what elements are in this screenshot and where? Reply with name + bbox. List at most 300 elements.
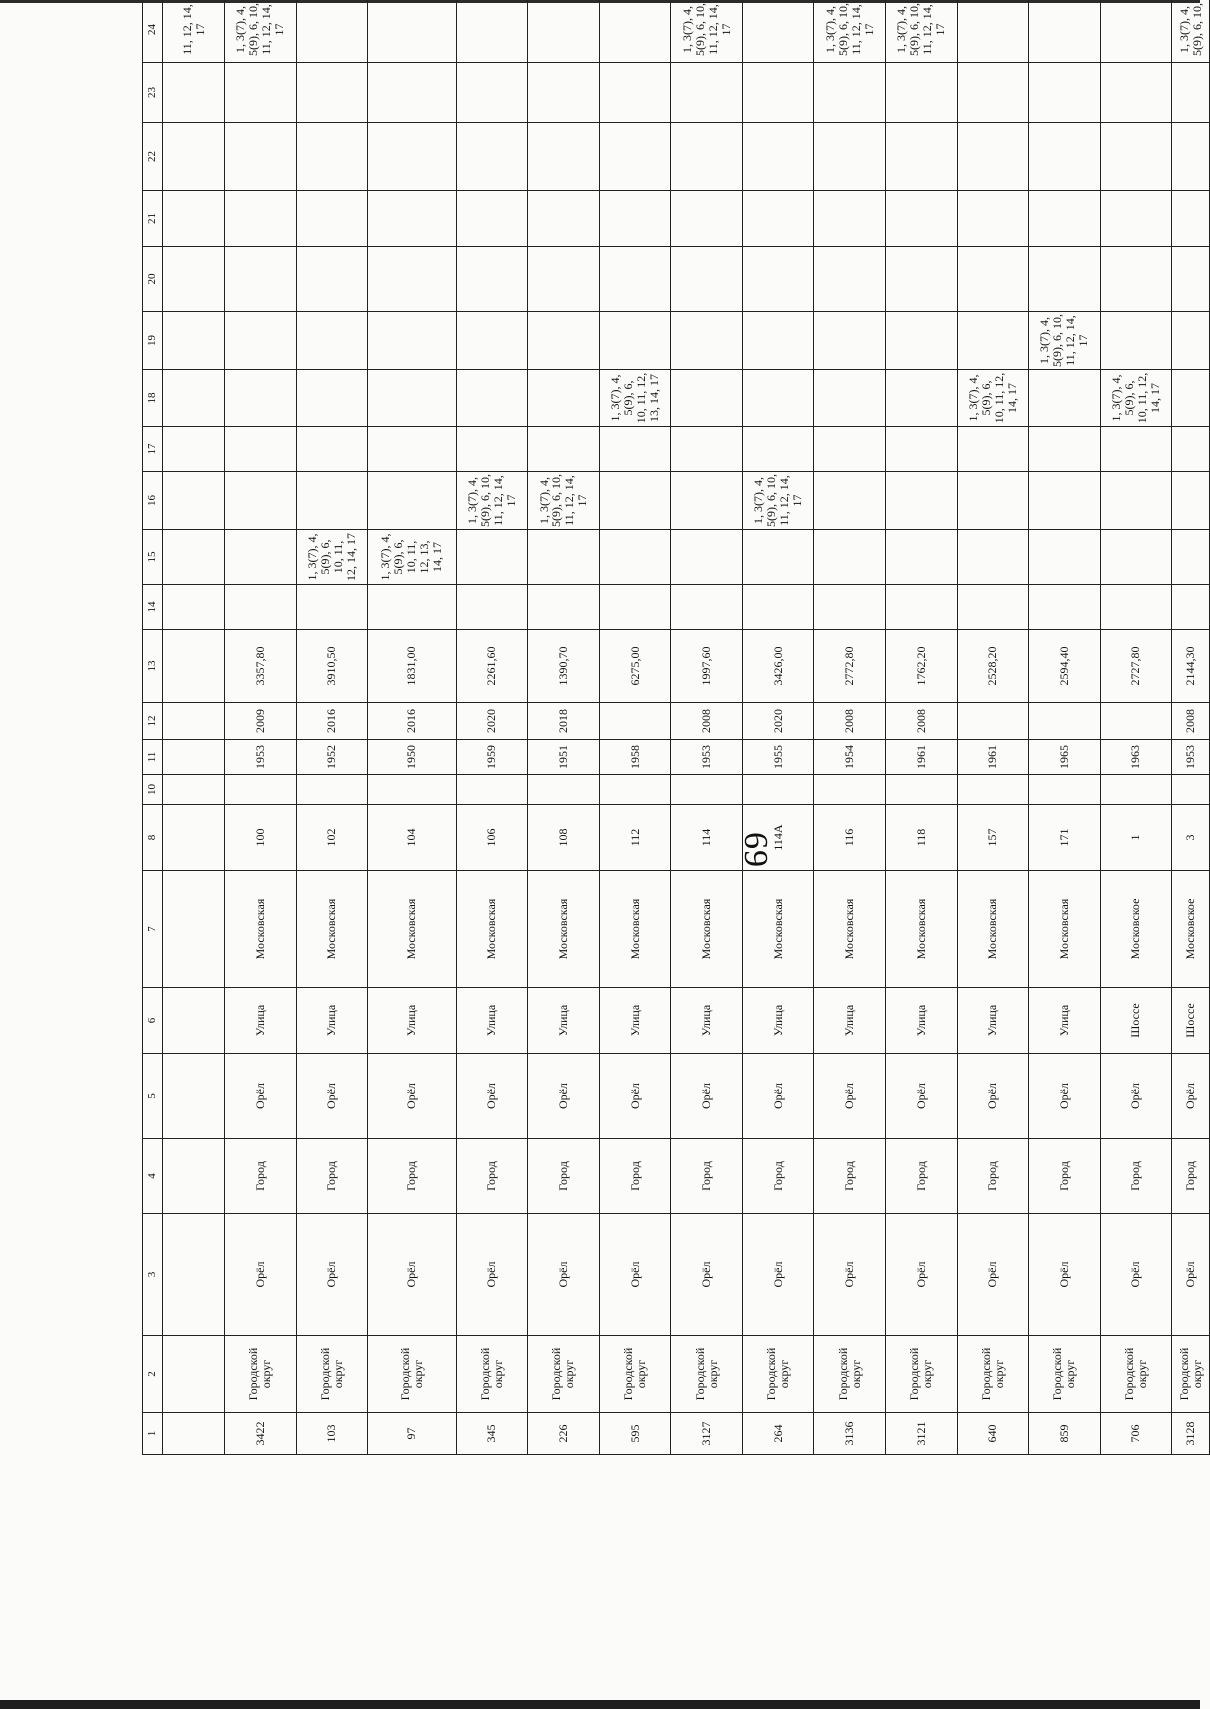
table-cell-c2: Городской округ xyxy=(957,1336,1029,1413)
continuation-cell-c18 xyxy=(163,370,225,427)
continuation-cell-c21 xyxy=(163,191,225,247)
table-cell-c17 xyxy=(1029,427,1101,472)
table-cell-c8: 1 xyxy=(1100,805,1172,871)
table-cell-c18 xyxy=(885,370,957,427)
table-cell-c4: Город xyxy=(1029,1139,1101,1214)
table-cell-c14 xyxy=(671,585,743,630)
column-header-17: 17 xyxy=(143,427,163,472)
table-cell-c7: Московская xyxy=(528,871,600,988)
table-cell-c16 xyxy=(368,472,456,530)
table-cell-c5: Орёл xyxy=(1172,1054,1210,1139)
table-cell-c3: Орёл xyxy=(671,1214,743,1336)
table-cell-c14 xyxy=(1172,585,1210,630)
table-cell-c23 xyxy=(814,63,886,123)
table-cell-c20 xyxy=(1172,247,1210,312)
table-cell-c24 xyxy=(957,0,1029,63)
continuation-cell-c17 xyxy=(163,427,225,472)
table-cell-c18 xyxy=(225,370,297,427)
table-cell-c2: Городской округ xyxy=(814,1336,886,1413)
table-cell-c18 xyxy=(528,370,600,427)
table-cell-c15 xyxy=(225,530,297,585)
table-cell-c22 xyxy=(742,123,814,191)
table-cell-c6: Улица xyxy=(957,988,1029,1054)
continuation-cell-c13 xyxy=(163,630,225,703)
table-cell-c1: 706 xyxy=(1100,1413,1172,1455)
table-cell-c12: 2008 xyxy=(671,703,743,740)
table-cell-c13: 2261,60 xyxy=(456,630,528,703)
table-cell-c15 xyxy=(528,530,600,585)
table-cell-c20 xyxy=(528,247,600,312)
table-cell-c6: Шоссе xyxy=(1100,988,1172,1054)
table-cell-c3: Орёл xyxy=(742,1214,814,1336)
table-cell-c23 xyxy=(1029,63,1101,123)
table-cell-c13: 1997,60 xyxy=(671,630,743,703)
table-cell-c11: 1958 xyxy=(599,740,671,775)
table-cell-c21 xyxy=(599,191,671,247)
table-cell-c15 xyxy=(456,530,528,585)
continuation-cell-c7 xyxy=(163,871,225,988)
table-cell-c4: Город xyxy=(814,1139,886,1214)
table-cell-c17 xyxy=(225,427,297,472)
table-cell-c21 xyxy=(957,191,1029,247)
table-cell-c5: Орёл xyxy=(225,1054,297,1139)
table-cell-c16 xyxy=(599,472,671,530)
table-cell-c1: 3136 xyxy=(814,1413,886,1455)
table-cell-c16 xyxy=(1029,472,1101,530)
table-cell-c19 xyxy=(528,312,600,370)
table-cell-c21 xyxy=(671,191,743,247)
continuation-cell-c12 xyxy=(163,703,225,740)
continuation-cell-c10 xyxy=(163,775,225,805)
table-cell-c10 xyxy=(814,775,886,805)
column-header-19: 19 xyxy=(143,312,163,370)
table-cell-c11: 1965 xyxy=(1029,740,1101,775)
table-cell-c7: Московское xyxy=(1100,871,1172,988)
continuation-cell-c16 xyxy=(163,472,225,530)
table-cell-c8: 108 xyxy=(528,805,600,871)
table-cell-c8: 157 xyxy=(957,805,1029,871)
table-cell-c5: Орёл xyxy=(296,1054,368,1139)
table-cell-c15 xyxy=(671,530,743,585)
column-header-22: 22 xyxy=(143,123,163,191)
table-cell-c17 xyxy=(456,427,528,472)
table-cell-c23 xyxy=(456,63,528,123)
table-cell-c12: 2008 xyxy=(1172,703,1210,740)
table-cell-c13: 2528,20 xyxy=(957,630,1029,703)
table-cell-c2: Городской округ xyxy=(225,1336,297,1413)
table-cell-c19 xyxy=(296,312,368,370)
table-cell-c24 xyxy=(742,0,814,63)
table-cell-c23 xyxy=(528,63,600,123)
table-cell-c23 xyxy=(1100,63,1172,123)
table-cell-c22 xyxy=(456,123,528,191)
table-cell-c20 xyxy=(1100,247,1172,312)
table-cell-c3: Орёл xyxy=(1100,1214,1172,1336)
table-cell-c6: Шоссе xyxy=(1172,988,1210,1054)
table-cell-c4: Город xyxy=(1172,1139,1210,1214)
table-cell-c15: 1, 3(7), 4, 5(9), 6, 10, 11, 12, 13, 14, 17 xyxy=(368,530,456,585)
table-cell-c1: 595 xyxy=(599,1413,671,1455)
table-cell-c20 xyxy=(456,247,528,312)
table-cell-c17 xyxy=(885,427,957,472)
column-header-6: 6 xyxy=(143,988,163,1054)
column-header-15: 15 xyxy=(143,530,163,585)
table-cell-c21 xyxy=(742,191,814,247)
table-cell-c12: 2020 xyxy=(456,703,528,740)
table-cell-c3: Орёл xyxy=(957,1214,1029,1336)
table-cell-c5: Орёл xyxy=(814,1054,886,1139)
table-cell-c17 xyxy=(671,427,743,472)
table-cell-c18 xyxy=(742,370,814,427)
table-cell-c24 xyxy=(599,0,671,63)
table-cell-c13: 2727,80 xyxy=(1100,630,1172,703)
table-cell-c10 xyxy=(671,775,743,805)
table-cell-c1: 3127 xyxy=(671,1413,743,1455)
continuation-cell-c1 xyxy=(163,1413,225,1455)
table-cell-c10 xyxy=(957,775,1029,805)
table-cell-c14 xyxy=(296,585,368,630)
table-row xyxy=(225,0,297,1455)
table-cell-c22 xyxy=(368,123,456,191)
table-cell-c7: Московская xyxy=(225,871,297,988)
table-cell-c23 xyxy=(1172,63,1210,123)
table-cell-c2: Городской округ xyxy=(456,1336,528,1413)
table-cell-c4: Город xyxy=(1100,1139,1172,1214)
table-cell-c24 xyxy=(528,0,600,63)
table-header xyxy=(143,0,163,1455)
column-header-1: 1 xyxy=(143,1413,163,1455)
table-cell-c7: Московская xyxy=(671,871,743,988)
column-header-18: 18 xyxy=(143,370,163,427)
table-cell-c6: Улица xyxy=(671,988,743,1054)
table-cell-c4: Город xyxy=(225,1139,297,1214)
table-cell-c24: 1, 3(7), 4, 5(9), 6, 10, 11, 12, 14, 17 xyxy=(671,0,743,63)
table-cell-c7: Московская xyxy=(957,871,1029,988)
table-row xyxy=(1100,0,1172,1455)
table-cell-c5: Орёл xyxy=(456,1054,528,1139)
table-cell-c11: 1961 xyxy=(885,740,957,775)
table-cell-c8: 116 xyxy=(814,805,886,871)
column-header-4: 4 xyxy=(143,1139,163,1214)
address-register-table xyxy=(142,0,1210,1455)
table-cell-c4: Город xyxy=(599,1139,671,1214)
table-cell-c5: Орёл xyxy=(1100,1054,1172,1139)
table-cell-c2: Городской округ xyxy=(671,1336,743,1413)
table-cell-c12: 2020 xyxy=(742,703,814,740)
scan-edge-bottom xyxy=(0,1700,1200,1709)
table-cell-c18 xyxy=(814,370,886,427)
table-cell-c7: Московская xyxy=(742,871,814,988)
table-cell-c11: 1955 xyxy=(742,740,814,775)
table-cell-c7: Московская xyxy=(885,871,957,988)
table-cell-c20 xyxy=(1029,247,1101,312)
table-cell-c1: 3422 xyxy=(225,1413,297,1455)
table-cell-c23 xyxy=(671,63,743,123)
continuation-cell-c4 xyxy=(163,1139,225,1214)
table-cell-c19 xyxy=(957,312,1029,370)
table-cell-c12: 2016 xyxy=(296,703,368,740)
table-cell-c17 xyxy=(814,427,886,472)
table-cell-c5: Орёл xyxy=(528,1054,600,1139)
table-cell-c18: 1, 3(7), 4, 5(9), 6, 10, 11, 12, 14, 17 xyxy=(957,370,1029,427)
table-cell-c22 xyxy=(528,123,600,191)
table-cell-c16 xyxy=(814,472,886,530)
table-cell-c12: 2008 xyxy=(885,703,957,740)
column-header-2: 2 xyxy=(143,1336,163,1413)
table-cell-c24: 1, 3(7), 4, 5(9), 6, 10, 11, 12, 14, 17 xyxy=(225,0,297,63)
table-cell-c12 xyxy=(1029,703,1101,740)
table-cell-c3: Орёл xyxy=(814,1214,886,1336)
table-cell-c6: Улица xyxy=(742,988,814,1054)
table-cell-c24: 1, 3(7), 4, 5(9), 6, 10, 11, 12, 14, 17 xyxy=(885,0,957,63)
table-cell-c3: Орёл xyxy=(528,1214,600,1336)
continuation-cell-c22 xyxy=(163,123,225,191)
table-cell-c11: 1953 xyxy=(1172,740,1210,775)
table-cell-c24: 1, 3(7), 4, 5(9), 6, 10, 11, 12, 14, 17 xyxy=(814,0,886,63)
table-cell-c3: Орёл xyxy=(1172,1214,1210,1336)
table-cell-c4: Город xyxy=(456,1139,528,1214)
table-cell-c8: 100 xyxy=(225,805,297,871)
table-cell-c17 xyxy=(1172,427,1210,472)
table-cell-c10 xyxy=(528,775,600,805)
table-cell-c2: Городской округ xyxy=(368,1336,456,1413)
table-cell-c13: 2772,80 xyxy=(814,630,886,703)
continuation-cell-c24: 11, 12, 14, 17 xyxy=(163,0,225,63)
table-cell-c3: Орёл xyxy=(225,1214,297,1336)
table-cell-c24 xyxy=(1029,0,1101,63)
table-cell-c11: 1951 xyxy=(528,740,600,775)
table-cell-c19 xyxy=(742,312,814,370)
table-cell-c15 xyxy=(1029,530,1101,585)
table-cell-c7: Московская xyxy=(814,871,886,988)
table-cell-c12 xyxy=(1100,703,1172,740)
table-cell-c6: Улица xyxy=(528,988,600,1054)
table-cell-c20 xyxy=(599,247,671,312)
table-cell-c17 xyxy=(528,427,600,472)
continuation-cell-c3 xyxy=(163,1214,225,1336)
table-row xyxy=(599,0,671,1455)
table-cell-c18 xyxy=(1029,370,1101,427)
table-cell-c21 xyxy=(368,191,456,247)
table-cell-c15 xyxy=(1100,530,1172,585)
table-cell-c13: 6275,00 xyxy=(599,630,671,703)
table-cell-c2: Городской округ xyxy=(1100,1336,1172,1413)
table-cell-c23 xyxy=(885,63,957,123)
column-header-24: 24 xyxy=(143,0,163,63)
table-cell-c16 xyxy=(671,472,743,530)
page-number: 69 xyxy=(737,832,774,868)
table-cell-c1: 226 xyxy=(528,1413,600,1455)
table-cell-c24: 1, 3(7), 4, 5(9), 6, 10, xyxy=(1172,0,1210,63)
table-cell-c6: Улица xyxy=(1029,988,1101,1054)
table-cell-c2: Городской округ xyxy=(742,1336,814,1413)
table-cell-c8: 3 xyxy=(1172,805,1210,871)
table-cell-c10 xyxy=(1172,775,1210,805)
continuation-cell-c19 xyxy=(163,312,225,370)
table-cell-c3: Орёл xyxy=(885,1214,957,1336)
table-cell-c8: 104 xyxy=(368,805,456,871)
table-cell-c13: 3426,00 xyxy=(742,630,814,703)
rotated-table-frame xyxy=(142,3,1210,1455)
column-header-16: 16 xyxy=(143,472,163,530)
continuation-cell-c11 xyxy=(163,740,225,775)
table-cell-c20 xyxy=(957,247,1029,312)
table-cell-c2: Городской округ xyxy=(885,1336,957,1413)
table-cell-c23 xyxy=(296,63,368,123)
table-row xyxy=(814,0,886,1455)
table-cell-c10 xyxy=(456,775,528,805)
continuation-cell-c6 xyxy=(163,988,225,1054)
table-cell-c18 xyxy=(456,370,528,427)
table-cell-c18: 1, 3(7), 4, 5(9), 6, 10, 11, 12, 14, 17 xyxy=(1100,370,1172,427)
table-cell-c6: Улица xyxy=(599,988,671,1054)
table-cell-c5: Орёл xyxy=(742,1054,814,1139)
table-cell-c22 xyxy=(1029,123,1101,191)
continuation-row xyxy=(163,0,225,1455)
table-cell-c17 xyxy=(742,427,814,472)
table-cell-c10 xyxy=(885,775,957,805)
table-cell-c22 xyxy=(225,123,297,191)
table-cell-c3: Орёл xyxy=(456,1214,528,1336)
continuation-cell-c23 xyxy=(163,63,225,123)
table-cell-c8: 118 xyxy=(885,805,957,871)
table-cell-c8: 114 xyxy=(671,805,743,871)
table-cell-c5: Орёл xyxy=(368,1054,456,1139)
table-cell-c24 xyxy=(1100,0,1172,63)
column-header-23: 23 xyxy=(143,63,163,123)
table-cell-c12: 2009 xyxy=(225,703,297,740)
column-header-11: 11 xyxy=(143,740,163,775)
table-cell-c8: 171 xyxy=(1029,805,1101,871)
continuation-cell-c14 xyxy=(163,585,225,630)
table-cell-c24 xyxy=(456,0,528,63)
table-cell-c23 xyxy=(368,63,456,123)
table-cell-c14 xyxy=(1029,585,1101,630)
table-cell-c24 xyxy=(368,0,456,63)
table-cell-c14 xyxy=(957,585,1029,630)
table-cell-c23 xyxy=(742,63,814,123)
table-cell-c10 xyxy=(225,775,297,805)
table-cell-c7: Московская xyxy=(296,871,368,988)
table-cell-c1: 264 xyxy=(742,1413,814,1455)
table-cell-c10 xyxy=(1100,775,1172,805)
table-cell-c10 xyxy=(296,775,368,805)
table-cell-c21 xyxy=(225,191,297,247)
table-cell-c1: 3121 xyxy=(885,1413,957,1455)
table-cell-c22 xyxy=(1100,123,1172,191)
table-cell-c11: 1953 xyxy=(225,740,297,775)
table-cell-c7: Московская xyxy=(1029,871,1101,988)
table-cell-c8: 114А xyxy=(742,805,814,871)
table-cell-c16 xyxy=(296,472,368,530)
table-cell-c1: 103 xyxy=(296,1413,368,1455)
table-cell-c1: 345 xyxy=(456,1413,528,1455)
table-cell-c18 xyxy=(671,370,743,427)
table-body xyxy=(163,0,1210,1455)
table-cell-c14 xyxy=(368,585,456,630)
table-cell-c21 xyxy=(1100,191,1172,247)
continuation-cell-c20 xyxy=(163,247,225,312)
table-cell-c20 xyxy=(368,247,456,312)
table-row xyxy=(296,0,368,1455)
table-cell-c16: 1, 3(7), 4, 5(9), 6, 10, 11, 12, 14, 17 xyxy=(528,472,600,530)
column-header-12: 12 xyxy=(143,703,163,740)
table-cell-c15 xyxy=(814,530,886,585)
table-cell-c14 xyxy=(599,585,671,630)
table-cell-c8: 112 xyxy=(599,805,671,871)
table-cell-c23 xyxy=(599,63,671,123)
table-cell-c13: 1831,00 xyxy=(368,630,456,703)
table-cell-c18: 1, 3(7), 4, 5(9), 6, 10, 11, 12, 13, 14, 17 xyxy=(599,370,671,427)
table-cell-c12 xyxy=(599,703,671,740)
table-cell-c22 xyxy=(814,123,886,191)
table-cell-c20 xyxy=(814,247,886,312)
table-cell-c19 xyxy=(599,312,671,370)
table-cell-c6: Улица xyxy=(456,988,528,1054)
table-row xyxy=(885,0,957,1455)
column-header-7: 7 xyxy=(143,871,163,988)
table-cell-c11: 1963 xyxy=(1100,740,1172,775)
table-cell-c16 xyxy=(225,472,297,530)
table-cell-c22 xyxy=(599,123,671,191)
table-cell-c15 xyxy=(742,530,814,585)
column-header-14: 14 xyxy=(143,585,163,630)
table-cell-c13: 1762,20 xyxy=(885,630,957,703)
table-cell-c3: Орёл xyxy=(296,1214,368,1336)
table-cell-c17 xyxy=(599,427,671,472)
table-row xyxy=(528,0,600,1455)
table-cell-c5: Орёл xyxy=(885,1054,957,1139)
continuation-cell-c8 xyxy=(163,805,225,871)
table-cell-c6: Улица xyxy=(368,988,456,1054)
table-cell-c14 xyxy=(456,585,528,630)
table-cell-c21 xyxy=(1029,191,1101,247)
table-cell-c19 xyxy=(456,312,528,370)
column-header-20: 20 xyxy=(143,247,163,312)
table-cell-c15 xyxy=(957,530,1029,585)
table-cell-c2: Городской округ xyxy=(599,1336,671,1413)
table-cell-c21 xyxy=(885,191,957,247)
table-cell-c18 xyxy=(1172,370,1210,427)
table-cell-c5: Орёл xyxy=(599,1054,671,1139)
table-cell-c12 xyxy=(957,703,1029,740)
table-cell-c4: Город xyxy=(296,1139,368,1214)
table-cell-c14 xyxy=(1100,585,1172,630)
table-cell-c13: 1390,70 xyxy=(528,630,600,703)
table-cell-c15 xyxy=(1172,530,1210,585)
table-cell-c3: Орёл xyxy=(1029,1214,1101,1336)
table-cell-c13: 3910,50 xyxy=(296,630,368,703)
table-cell-c16 xyxy=(885,472,957,530)
table-cell-c17 xyxy=(957,427,1029,472)
table-cell-c6: Улица xyxy=(814,988,886,1054)
table-cell-c12: 2008 xyxy=(814,703,886,740)
table-cell-c6: Улица xyxy=(296,988,368,1054)
column-header-8: 8 xyxy=(143,805,163,871)
table-cell-c4: Город xyxy=(957,1139,1029,1214)
table-cell-c16 xyxy=(1172,472,1210,530)
table-cell-c20 xyxy=(742,247,814,312)
table-cell-c4: Город xyxy=(742,1139,814,1214)
table-cell-c1: 859 xyxy=(1029,1413,1101,1455)
table-cell-c10 xyxy=(742,775,814,805)
table-cell-c18 xyxy=(368,370,456,427)
table-cell-c1: 97 xyxy=(368,1413,456,1455)
continuation-cell-c5 xyxy=(163,1054,225,1139)
column-header-10: 10 xyxy=(143,775,163,805)
column-header-3: 3 xyxy=(143,1214,163,1336)
table-cell-c21 xyxy=(528,191,600,247)
